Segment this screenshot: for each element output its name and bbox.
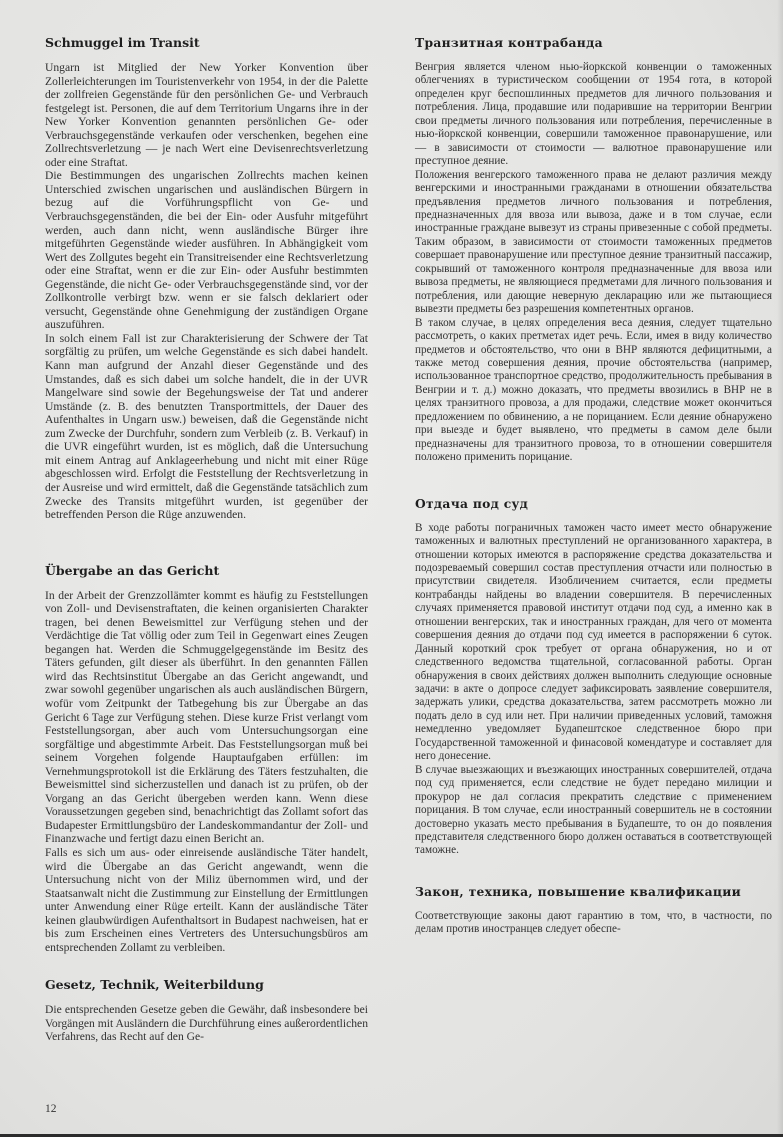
- section-heading: Gesetz, Technik, Weiterbildung: [45, 977, 264, 993]
- page-number: 12: [45, 1103, 57, 1115]
- paragraph: Соответствующие законы дают гарантию в том, что, в частности, по делам против иностранцев следует обеспе-: [415, 909, 772, 936]
- paragraph: Die entsprechenden Gesetze geben die Gewähr, daß insbesondere bei Vorgängen mit Ausländern die Durchführung eines außerordentlichen Verfahrens, das Recht auf den Ge-: [45, 1003, 368, 1044]
- section-heading: Schmuggel im Transit: [45, 35, 200, 50]
- section-heading: Übergabe an das Gericht: [45, 562, 220, 578]
- german-column: [45, 34, 368, 1044]
- section-heading: Транзитная контрабанда: [415, 35, 603, 50]
- paragraph: В таком случае, в целях определения веса деяния, следует тщательно рассмотреть, о каких претметах идет речь. Если, имея в виду количество предметов и обстоятельство, что они в ВНР являются дефицитными, а также метод совершения деяния, прочие обстоятельства (например, использованное транспортное средство, продолжительность пребывания в Венгрии и т. д.) можно доказать, что предметы ввозились в ВНР не в целях транзитного провоза, а для продажи, следствие может окончиться предложением по обвинению, а не порицанием. Если деяние обнаружено при выезде и будет выявлено, что предметы в самом деле были предназначены для транзитного провоза, то в отношении совершителя положено применить порицание.: [415, 316, 772, 464]
- paragraph: Положения венгерского таможенного права не делают различия между венгерскими и иностранными гражданами в отношении обязательства предъявления предметов личного пользования и потребления, предназначенных для ввоза или вывоза, даже и в том случае, если иностранные граждане вывезут из страны привезенные с собой предметы. Таким образом, в зависимости от стоимости таможенных предметов совершает правонарушение или преступное деяние транзитный пассажир, сокрывший от таможенного контроля предназначенные для ввоза или вывоза предметы, не являющиеся предметами для личного пользования и потребления, или дающие неверную декларацию или же пытающиеся вывезти предметы без разрешения компетентных органов.: [415, 168, 772, 316]
- page-edge-shadow: [777, 0, 783, 1137]
- paragraph: Венгрия является членом нью-йоркской конвенции о таможенных облегчениях в туристическом сообщении от 1954 гота, в которой определен круг беспошлинных предметов для личного пользования и потребления. Лица, продавшие или подарившие на территории Венгрии свои предметы личного пользования или потребления, перечисленные в нью-йоркской конвенции, совершили таможенное правонарушение, или — в зависимости от стоимости — валютное правонарушение или преступное деяние.: [415, 61, 772, 168]
- paragraph: In solch einem Fall ist zur Charakterisierung der Schwere der Tat sorgfältig zu prüfen, um welche Gegenstände es sich dabei handelt. Kann man aufgrund der Anzahl dieser Gegenstände und des Umstandes, daß es sich dabei um solche handelt, die in der UVR Mangelware sind sowie der Begehungsweise der Tat und anderer Umstände (z. B. des benutzten Transportmittels, der Dauer des Aufenthaltes in Ungarn usw.) beweisen, daß die Gegenstände nicht zum Zwecke der Durchfuhr, sondern zum Verbleib (z. B. Verkauf) in die UVR eingeführt wurden, ist es möglich, daß die Untersuchung mit einem Antrag auf Anklageerhebung und nicht mit einer Rüge abgeschlossen wird. Erfolgt die Feststellung der Rechtsverletzung in der Ausreise und wird ermittelt, daß die Gegenstände tatsächlich zum Zwecke des Transits mitgeführt wurden, ist gegenüber der betreffenden Person die Rüge anzuwenden.: [45, 331, 368, 522]
- paragraph: Ungarn ist Mitglied der New Yorker Konvention über Zollerleichterungen im Touristenverkehr von 1954, in der die Palette der zollfreien Gegenstände für den persönlichen Ge- und Verbrauch festgelegt ist. Personen, die auf dem Territorium Ungarns ihre in der New Yorker Konvention genannten persönlichen Ge- oder Verbrauchsgegenstände verkaufen oder verschenken, begehen eine Zollrechtsverletzung — je nach Wert eine Devisenrechtsverletzung oder eine Straftat.: [45, 61, 368, 169]
- paragraph: Die Bestimmungen des ungarischen Zollrechts machen keinen Unterschied zwischen ungarischen und ausländischen Bürgern in bezug auf die Vorführungspflicht von Ge- und Verbrauchsgegenständen, die bei der Ein- oder Ausfuhr mitgeführt werden, auch dann nicht, wenn ausländische Bürger ihre mitgeführten Gegenstände wieder ausführen. In Abhängigkeit vom Wert des Zollgutes begeht ein Transitreisender eine Rechtsverletzung oder eine Straftat, wenn er die zur Ein- oder Ausfuhr bestimmten Gegenstände, die nicht Ge- oder Verbrauchsgegenstände sind, vor der Zollkontrolle verbirgt bzw. wenn er sie falsch deklariert oder versucht, Gegenstände ohne Genehmigung der zuständigen Organe auszuführen.: [45, 169, 369, 332]
- paragraph: In der Arbeit der Grenzzollämter kommt es häufig zu Feststellungen von Zoll- und Devisenstraftaten, die keinen organisierten Charakter tragen, bei denen Beweismittel zur Verfügung stehen und der Verdächtige die Tat völlig oder zum Teil in Gegenwart eines Zeugen begangen hat. Werden die Schmuggelgegenstände im Besitz des Täters gefunden, gilt dieser als überführt. In den genannten Fällen wird das Rechtsinstitut Übergabe an das Gericht angewandt, und zwar sowohl gegenüber ungarischen als auch ausländischen Bürgern, wofür vom Zeitpunkt der Tatbegehung bis zur Übergabe an das Gericht 6 Tage zur Verfügung stehen. Diese kurze Frist verlangt vom Feststellungsorgan, aber auch vom Untersuchungsorgan eine sorgfältige und abgestimmte Arbeit. Das Feststellungsorgan muß bei seinem Vorgehen folgende Hauptaufgaben erfüllen: im Vernehmungsprotokoll ist die Erklärung des Täters festzuhalten, die Beweismittel sind sicherzustellen und danach ist zu prüfen, ob der Vorgang an das Gericht übergeben werden kann. Wenn diese Voraussetzungen gegeben sind, benachrichtigt das Zollamt sofort das Budapester Ermittlungsbüro der Landeskommandantur der Zoll- und Finanzwache und fertigt dazu einen Bericht an.: [45, 588, 368, 846]
- section-zakon-tehnika: [415, 883, 772, 937]
- section-gesetz-technik-weiterbildung: [45, 976, 368, 1044]
- paragraph: В ходе работы пограничных таможен часто имеет место обнаружение таможенных и валютных преступлений не организованного характера, в отношении которых имеются в распоряжение средства доказательства и подозреваемый совершил состав преступления отчасти или полностью в присутствии свидетеля. Изобличением считается, если предметы контрабанды найдены во владении совершителя. В перечисленных случаях применяется правовой институт отдачи под суд, а именно как в отношении венгерских, так и иностранных граждан, для чего от момента совершения деяния до отдачи под суд имеется в распоряжении 6 суток. Данный короткий срок требует от органа обнаружения, но и от следственного ведомства тщательной, согласованной работы. Орган обнаружения в своих действиях должен выполнить следующие основные задачи: в акте о допросе следует зафиксировать заявление совершителя, задержать улики, средства доказательства, затем рассмотреть можно ли подать дело в суд или нет. При наличии приведенных условий, таможня немедленно уведомляет Будапештское следственное бюро при Государственной таможенной и финасовой комендатуре и составляет для него донесение.: [415, 521, 772, 763]
- paragraph: Falls es sich um aus- oder einreisende ausländische Täter handelt, wird die Übergabe an das Gericht angewandt, wenn die Untersuchung nicht von der Miliz übernommen wird, und der Staatsanwalt nicht die Zustimmung zur Einstellung der Ermittlungen unter Anwendung einer Rüge erteilt. Kann der ausländische Täter keinen glaubwürdigen Aufenthaltsort in Budapest nachweisen, hat er bis zum Erscheinen eines Vertreters des Untersuchungsbüros am entsprechenden Zollamt zu verbleiben.: [45, 845, 368, 954]
- section-schmuggel-im-transit: [45, 34, 368, 522]
- section-uebergabe-an-das-gericht: [45, 562, 368, 955]
- section-heading: Закон, техника, повышение квалификации: [415, 883, 742, 899]
- section-heading: Отдача под суд: [415, 495, 529, 511]
- paragraph: В случае выезжающих и въезжающих иностранных совершителей, отдача под суд применяется, если следствие не будет передано милиции и прокурор не дал согласия прекратить следствие с применением порицания. В том случае, если иностранный совершитель не в состоянии достоверно указать место пребывания в Будапеште, то он до появления представителя следственного бюро должен оставаться в соответствующей таможне.: [415, 763, 772, 857]
- section-otdacha-pod-sud: [415, 495, 772, 858]
- section-tranzitnaya-kontrabanda: [415, 34, 772, 465]
- russian-column: [415, 34, 772, 937]
